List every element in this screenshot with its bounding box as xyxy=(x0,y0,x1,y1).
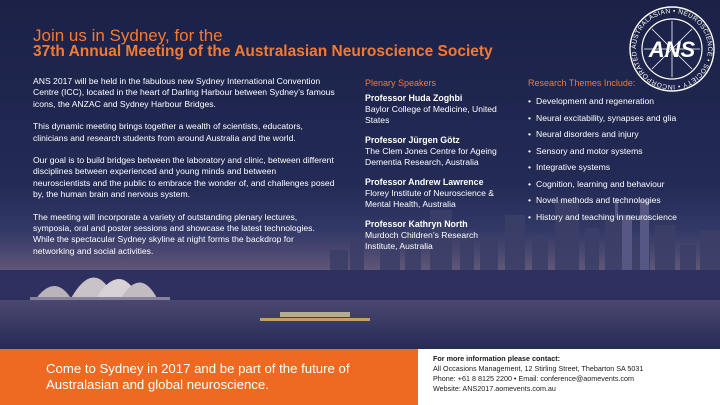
speaker-item xyxy=(365,177,505,210)
intro-paragraph-1: ANS 2017 will be held in the fabulous new Sydney International Convention Centre (ICC), located in the heart of Darling Harbour between Sydney’s famous icons, the ANZAC and Sydney Harbour Bridges. xyxy=(33,76,335,109)
speaker-affiliation: Murdoch Children’s Research Institute, Australia xyxy=(365,230,479,251)
intro-paragraph-3: Our goal is to build bridges between the laboratory and clinic, between different disciplines between experienced and young minds and between neuroscientists and the public to embrace the wonder of, and challenges posed by, the human brain and nervous system. xyxy=(33,155,335,200)
theme-item: • Sensory and motor systems xyxy=(528,143,718,160)
speaker-item xyxy=(365,135,505,168)
theme-item: • Novel methods and technologies xyxy=(528,192,718,209)
intro-paragraph-4: The meeting will incorporate a variety of outstanding plenary lectures, symposia, oral and poster sessions and showcase the latest technologies. While the spectacular Sydney skyline at night forms the backdrop for networking and social activities. xyxy=(33,211,315,256)
speaker-name: Professor Huda Zoghbi xyxy=(365,93,463,103)
theme-item: • Development and regeneration xyxy=(528,93,718,110)
contact-heading: For more information please contact: xyxy=(433,354,560,363)
footer-cta-band xyxy=(0,349,418,405)
speaker-name: Professor Andrew Lawrence xyxy=(365,177,484,187)
speaker-name: Professor Jürgen Götz xyxy=(365,135,460,145)
speaker-affiliation: Baylor College of Medicine, United States xyxy=(365,104,497,125)
intro-paragraph-2: This dynamic meeting brings together a wealth of scientists, educators, clinicians and research students from around Australia and the world. xyxy=(33,121,303,143)
footer-cta-text: Come to Sydney in 2017 and be part of the future of Australasian and global neuroscience. xyxy=(46,361,350,392)
logo-ring-text: AUSTRALASIAN • NEUROSCIENCE • SOCIETY • INCORPORATED xyxy=(630,7,714,91)
speaker-affiliation: The Clem Jones Centre for Ageing Dementia Research, Australia xyxy=(365,146,497,167)
research-themes xyxy=(528,78,718,225)
themes-list xyxy=(528,93,718,225)
theme-item: • Cognition, learning and behaviour xyxy=(528,176,718,193)
contact-phone-email[interactable]: Phone: +61 8 8125 2200 • Email: conference@aomevents.com xyxy=(433,374,635,383)
plenary-speakers xyxy=(365,78,505,261)
logo-letters: ANS xyxy=(648,37,696,62)
contact-panel xyxy=(418,349,720,405)
speaker-name: Professor Kathryn North xyxy=(365,219,468,229)
themes-heading: Research Themes Include: xyxy=(528,78,636,88)
header-line2: 37th Annual Meeting of the Australasian Neuroscience Society xyxy=(33,43,493,60)
speaker-affiliation: Florey Institute of Neuroscience & Mental Health, Australia xyxy=(365,188,494,209)
theme-item: • History and teaching in neuroscience xyxy=(528,209,718,226)
speaker-item xyxy=(365,219,505,252)
theme-item: • Neural excitability, synapses and glia xyxy=(528,110,718,127)
theme-item: • Neural disorders and injury xyxy=(528,126,718,143)
intro-text xyxy=(33,76,335,268)
header-line1: Join us in Sydney, for the xyxy=(33,26,223,45)
speakers-heading: Plenary Speakers xyxy=(365,78,437,88)
theme-item: • Integrative systems xyxy=(528,159,718,176)
contact-address: All Occasions Management, 12 Stirling Street, Thebarton SA 5031 xyxy=(433,364,644,373)
contact-website-link[interactable]: Website: ANS2017.aomevents.com.au xyxy=(433,384,556,393)
speaker-item xyxy=(365,93,505,126)
